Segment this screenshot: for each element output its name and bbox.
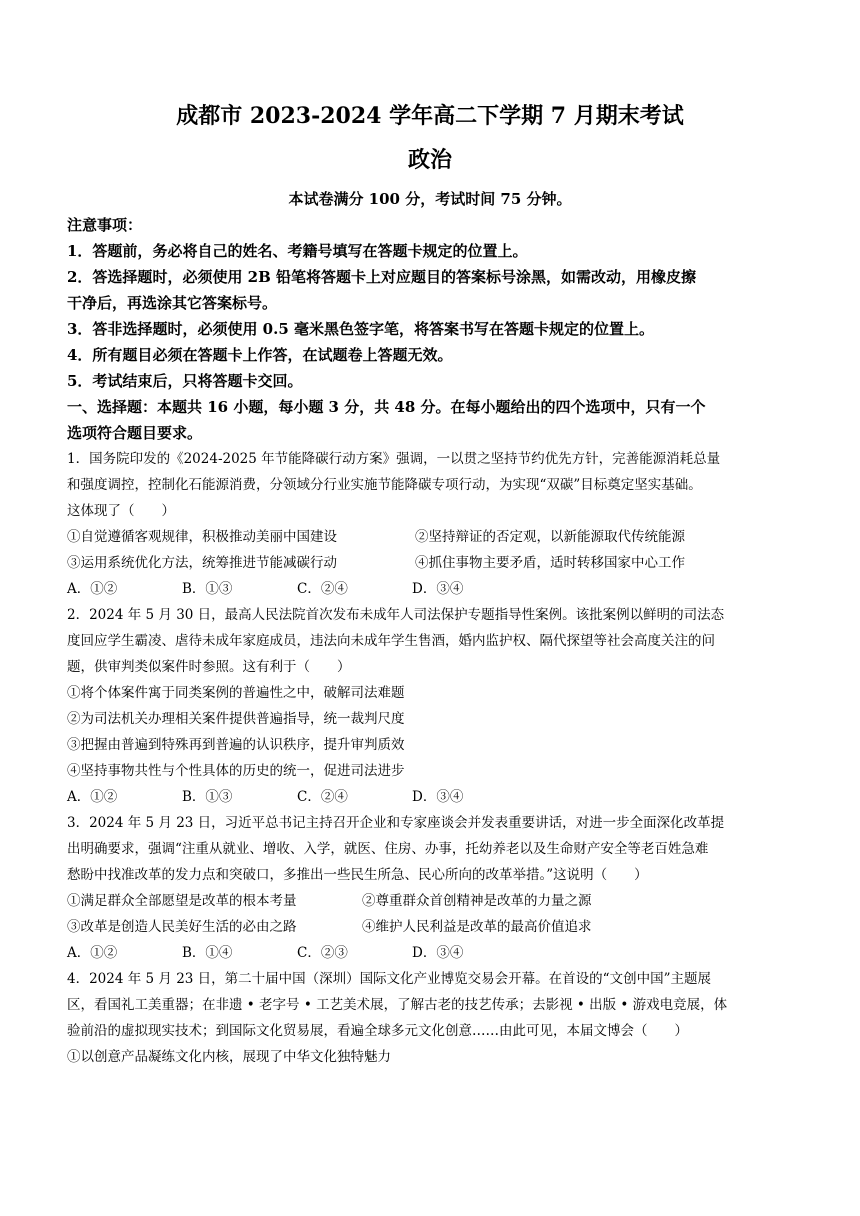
- question-2-stem: 题，供审判类似案件时参照。这有利于（ ）: [67, 659, 351, 675]
- exam-content: [67, 212, 795, 1070]
- statement: ③运用系统优化方法，统筹推进节能减碳行动: [67, 555, 337, 571]
- option-d: D．③④: [412, 945, 464, 961]
- option-b: B．①③: [182, 581, 233, 597]
- option-a: A．①②: [67, 581, 118, 597]
- statement: ②为司法机关办理相关案件提供普遍指导，统一裁判尺度: [67, 711, 405, 727]
- question-3-stem: 愁盼中找准改革的发力点和突破口，多推出一些民生所急、民心所向的改革举措。”这说明（ ）: [67, 867, 648, 883]
- notice-item: 5．考试结束后，只将答题卡交回。: [67, 372, 303, 390]
- question-3-statements-row: [67, 914, 795, 940]
- notice-heading: 注意事项：: [67, 216, 143, 234]
- question-3-stem: 出明确要求，强调“注重从就业、增收、入学，就医、住房、办事，托幼养老以及生命财产安全等老百姓急难: [67, 841, 709, 857]
- option-c: C．②③: [297, 945, 348, 961]
- statement: ④坚持事物共性与个性具体的历史的统一，促进司法进步: [67, 763, 405, 779]
- section-heading: 一、选择题：本题共 16 小题，每小题 3 分，共 48 分。在每小题给出的四个选项中，只有一个: [67, 398, 706, 416]
- question-3-statements-row: [67, 888, 795, 914]
- question-4-stem: 验前沿的虚拟现实技术；到国际文化贸易展，看遍全球多元文化创意……由此可见，本届文博会（ ）: [67, 1023, 688, 1039]
- section-heading: 选项符合题目要求。: [67, 424, 203, 442]
- option-a: A．①②: [67, 945, 118, 961]
- option-b: B．①③: [182, 789, 233, 805]
- statement: ③把握由普遍到特殊再到普遍的认识秩序，提升审判质效: [67, 737, 405, 753]
- exam-info: 本试卷满分 100 分，考试时间 75 分钟。: [288, 190, 572, 208]
- question-3-stem: 3．2024 年 5 月 23 日，习近平总书记主持召开企业和专家座谈会并发表重要讲话，对进一步全面深化改革提: [67, 815, 725, 831]
- question-3-options: [67, 940, 795, 966]
- option-c: C．②④: [297, 789, 348, 805]
- option-b: B．①④: [182, 945, 233, 961]
- statement: ②坚持辩证的否定观，以新能源取代传统能源: [415, 529, 685, 545]
- option-d: D．③④: [412, 789, 464, 805]
- statement: ①自觉遵循客观规律，积极推动美丽中国建设: [67, 529, 337, 545]
- option-c: C．②④: [297, 581, 348, 597]
- notice-item: 4．所有题目必须在答题卡上作答，在试题卷上答题无效。: [67, 346, 453, 364]
- question-4-stem: 区，看国礼工美重器；在非遗 • 老字号 • 工艺美术展，了解古老的技艺传承；去影视 • 出版 • 游戏电竞展，体: [67, 997, 728, 1013]
- option-d: D．③④: [412, 581, 464, 597]
- exam-title: 成都市 2023-2024 学年高二下学期 7 月期末考试: [176, 103, 684, 129]
- notice-item: 1．答题前，务必将自己的姓名、考籍号填写在答题卡规定的位置上。: [67, 242, 528, 260]
- statement: ①满足群众全部愿望是改革的根本考量: [67, 893, 297, 909]
- notice-item: 3．答非选择题时，必须使用 0.5 毫米黑色签字笔，将答案书写在答题卡规定的位置上。: [67, 320, 654, 338]
- subject-title: 政治: [407, 147, 452, 173]
- question-1-statements-row: [67, 550, 795, 576]
- statement: ①以创意产品凝练文化内核，展现了中华文化独特魅力: [67, 1049, 391, 1065]
- question-2-options: [67, 784, 795, 810]
- question-4-stem: 4．2024 年 5 月 23 日，第二十届中国（深圳）国际文化产业博览交易会开幕。在首设的“文创中国”主题展: [67, 971, 711, 987]
- statement: ①将个体案件寓于同类案例的普遍性之中，破解司法难题: [67, 685, 405, 701]
- statement: ④抓住事物主要矛盾，适时转移国家中心工作: [415, 555, 685, 571]
- statement: ③改革是创造人民美好生活的必由之路: [67, 919, 297, 935]
- question-2-stem: 度回应学生霸凌、虐待未成年家庭成员，违法向未成年学生售酒，婚内监护权、隔代探望等社会高度关注的问: [67, 633, 715, 649]
- statement: ④维护人民利益是改革的最高价值追求: [362, 919, 592, 935]
- question-1-statements-row: [67, 524, 795, 550]
- question-1-stem: 和强度调控，控制化石能源消费，分领域分行业实施节能降碳专项行动，为实现“双碳”目标奠定坚实基础。: [67, 477, 702, 493]
- question-1-options: [67, 576, 795, 602]
- question-1-stem: 这体现了（ ）: [67, 503, 175, 519]
- question-1-stem: 1．国务院印发的《2024-2025 年节能降碳行动方案》强调，一以贯之坚持节约优先方针，完善能源消耗总量: [67, 451, 721, 467]
- notice-item: 干净后，再选涂其它答案标号。: [67, 294, 278, 312]
- question-2-stem: 2．2024 年 5 月 30 日，最高人民法院首次发布未成年人司法保护专题指导性案例。该批案例以鲜明的司法态: [67, 607, 725, 623]
- statement: ②尊重群众首创精神是改革的力量之源: [362, 893, 592, 909]
- option-a: A．①②: [67, 789, 118, 805]
- notice-item: 2．答选择题时，必须使用 2B 铅笔将答题卡上对应题目的答案标号涂黑，如需改动，用橡皮擦: [67, 268, 697, 286]
